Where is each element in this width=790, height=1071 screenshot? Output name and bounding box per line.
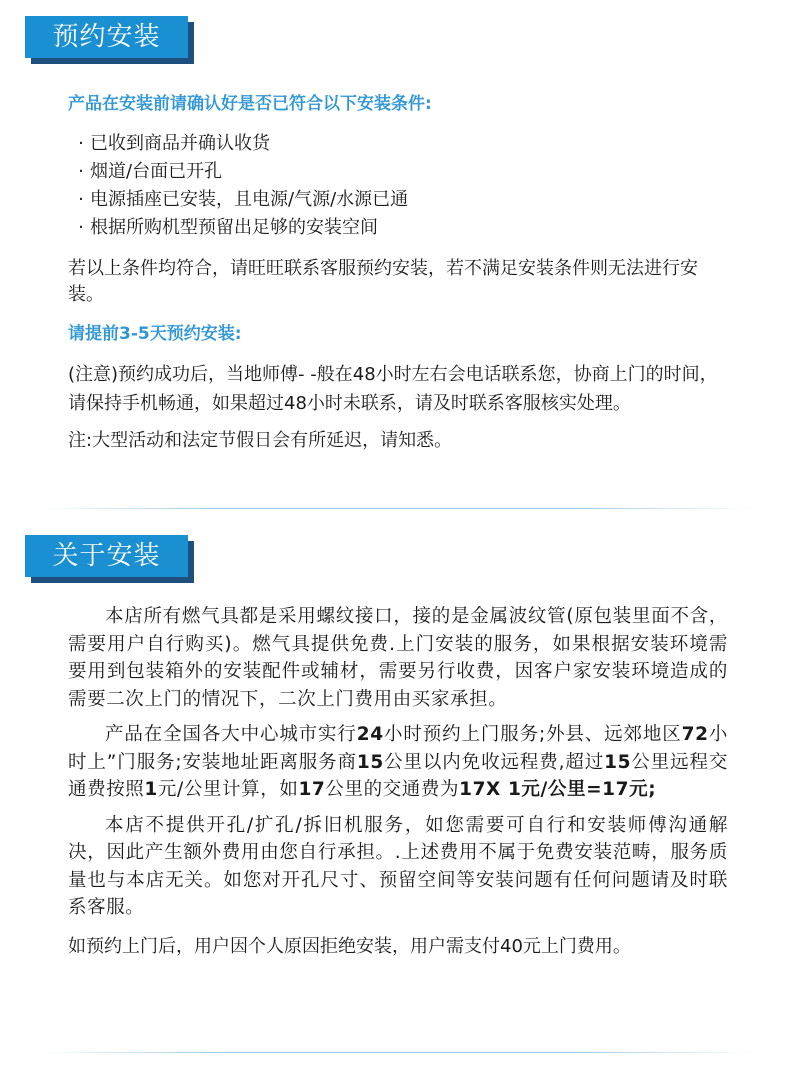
conditions-list xyxy=(72,130,728,242)
bold-number: 72 xyxy=(681,724,709,745)
section-installation-content xyxy=(68,603,728,960)
badge-title-installation: 关于安装 xyxy=(25,535,188,577)
advance-booking-heading: 请提前3-5天预约安装: xyxy=(68,324,242,344)
section-badge-installation xyxy=(25,535,188,577)
bold-number: 17 xyxy=(298,779,326,800)
bold-formula: 17X 1元/公里=17元; xyxy=(459,779,657,800)
service-area-paragraph xyxy=(68,721,728,804)
bold-number: 1 xyxy=(144,779,158,800)
text-segment: 公里以内免收远程费,超过 xyxy=(383,751,605,773)
bold-number: 15 xyxy=(356,751,384,773)
bold-number: 15 xyxy=(604,751,632,773)
interface-paragraph: 本店所有燃气具都是采用螺纹接口，接的是金属波纹管(原包装里面不含，需要用户自行购买)。燃气具提供免费.上门安装的服务，如果根据安装环境需要用到包装箱外的安装配件或辅材，需要另行收费，因客户家安装环境造成的需要二次上门的情况下，二次上门费用由买家承担。 xyxy=(68,606,728,710)
list-item-text: 根据所购机型预留出足够的安装空间 xyxy=(90,217,378,238)
list-item-text: 烟道/台面已开孔 xyxy=(90,161,223,182)
conditions-paragraph: 若以上条件均符合，请旺旺联系客服预约安装，若不满足安装条件则无法进行安装。 xyxy=(68,258,698,305)
text-segment: 元/公里计算，如 xyxy=(157,779,299,800)
text-segment: 小时预约上门服务;外县、远郊地区 xyxy=(383,724,682,745)
bullet-dot: · xyxy=(78,161,84,182)
section-divider xyxy=(40,1052,755,1053)
text-segment: 产品在全国各大中心城市实行 xyxy=(105,724,357,745)
bullet-dot: · xyxy=(78,189,84,210)
list-item xyxy=(72,130,728,158)
list-item xyxy=(72,158,728,186)
list-item xyxy=(72,186,728,214)
list-item-text: 已收到商品并确认收货 xyxy=(90,133,270,154)
holiday-note: 注:大型活动和法定节假日会有所延迟，请知悉。 xyxy=(68,430,453,451)
bold-number: 24 xyxy=(356,724,384,745)
section-booking-content xyxy=(68,92,728,454)
bullet-dot: · xyxy=(78,217,84,238)
bullet-dot: · xyxy=(78,133,84,154)
text-segment: 小时上”门服务;安装地址距离服务商 xyxy=(68,724,728,773)
booking-notice-paragraph: (注意)预约成功后，当地师傅- -般在48小时左右会电话联系您，协商上门的时间，请保持手机畅通，如果超过48小时未联系，请及时联系客服核实处理。 xyxy=(68,364,718,414)
list-item xyxy=(72,214,728,242)
refusal-fee-paragraph: 如预约上门后，用户因个人原因拒绝安装，用户需支付40元上门费用。 xyxy=(68,935,631,957)
text-segment: 公里远程交通费按照 xyxy=(68,751,728,800)
drilling-paragraph: 本店不提供开孔/扩孔/拆旧机服务，如您需要可自行和安装师傅沟通解决，因此产生额外费用由您自行承担。.上述费用不属于免费安装范畴，服务质量也与本店无关。如您对开孔尺寸、预留空间等安装问题有任何问题请及时联系客服。 xyxy=(68,814,728,918)
badge-title-booking: 预约安装 xyxy=(25,16,188,58)
conditions-heading: 产品在安装前请确认好是否已符合以下安装条件: xyxy=(68,94,432,114)
section-divider xyxy=(40,508,755,509)
section-badge-booking xyxy=(25,16,188,58)
text-segment: 公里的交通费为 xyxy=(325,779,460,800)
list-item-text: 电源插座已安装，且电源/气源/水源已通 xyxy=(90,189,409,210)
